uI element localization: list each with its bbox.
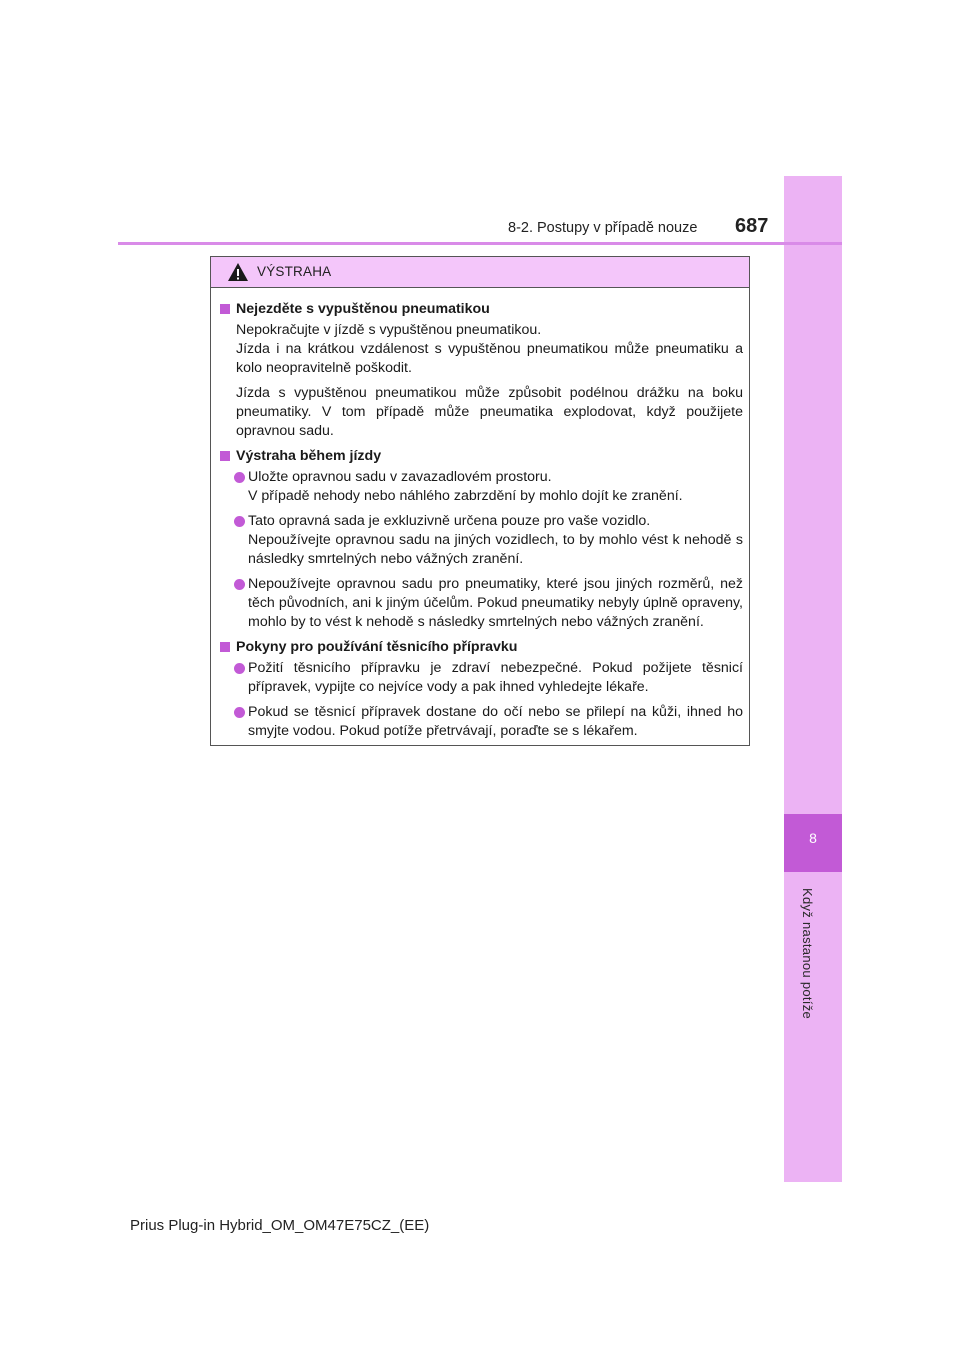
warning-section [219, 447, 743, 632]
warning-box [210, 256, 750, 746]
list-item: Požití těsnicího přípravku je zdraví nebezpečné. Pokud požijete těsnicí přípravek, vypijte co nejvíce vody a pak ihned vyhledejte lékaře. [219, 659, 743, 697]
round-bullet-icon [234, 663, 245, 674]
round-bullet-icon [234, 707, 245, 718]
section-title: 8-2. Postupy v případě nouze [508, 220, 698, 236]
chapter-number: 8 [809, 830, 817, 846]
warning-body [211, 288, 749, 741]
warning-triangle-icon [227, 262, 249, 282]
list-item: Uložte opravnou sadu v zavazadlovém prostoru. V případě nehody nebo náhlého zabrzdění by mohlo dojít ke zranění. [219, 468, 743, 506]
square-bullet-icon [220, 304, 230, 314]
section-heading: Nejezděte s vypuštěnou pneumatikou [219, 300, 743, 319]
square-bullet-icon [220, 642, 230, 652]
document-footer: Prius Plug-in Hybrid_OM_OM47E75CZ_(EE) [130, 1217, 430, 1234]
paragraph: Nepokračujte v jízdě s vypuštěnou pneumatikou. Jízda i na krátkou vzdálenost s vypuštěnou pneumatikou může pneumatiku a kolo neopravitelně poškodit. [236, 322, 743, 376]
warning-section [219, 638, 743, 741]
round-bullet-icon [234, 579, 245, 590]
header-rule [118, 242, 842, 245]
section-heading: Výstraha během jízdy [219, 447, 743, 466]
round-bullet-icon [234, 516, 245, 527]
list-item: Nepoužívejte opravnou sadu pro pneumatiky, které jsou jiných rozměrů, než těch původních, ani k jiným účelům. Pokud pneumatiky nebyly úplně opraveny, mohlo by to vést k nehodě s následky smrtelných nebo vážných zranění. [219, 575, 743, 632]
list-item: Pokud se těsnicí přípravek dostane do očí nebo se přilepí na kůži, ihned ho smyjte vodou. Pokud potíže přetrvávají, poraďte se s lékařem. [219, 703, 743, 741]
warning-title: VÝSTRAHA [257, 264, 332, 279]
list-item: Tato opravná sada je exkluzivně určena pouze pro vaše vozidlo. Nepoužívejte opravnou sadu na jiných vozidlech, to by mohlo vést k nehodě s následky smrtelných nebo vážných zranění. [219, 512, 743, 569]
round-bullet-icon [234, 472, 245, 483]
paragraph: Jízda s vypuštěnou pneumatikou může způsobit podélnou drážku na boku pneumatiky. V tom případě může pneumatika explodovat, když použijete opravnou sadu. [236, 385, 743, 439]
square-bullet-icon [220, 451, 230, 461]
page-number: 687 [735, 215, 769, 237]
chapter-side-tab [784, 176, 842, 1182]
chapter-title: Když nastanou potíže [800, 888, 815, 1020]
section-heading: Pokyny pro používání těsnicího přípravku [219, 638, 743, 657]
warning-header [211, 257, 749, 288]
warning-section [219, 300, 743, 441]
